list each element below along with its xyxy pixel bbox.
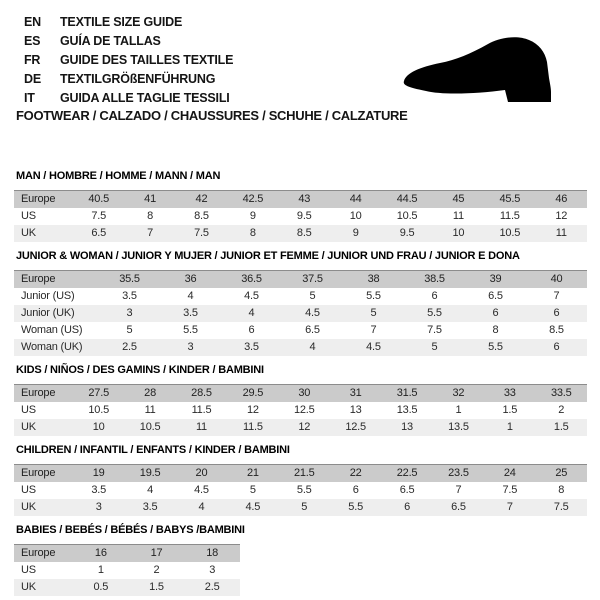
row-label: Europe xyxy=(21,273,56,285)
size-cell: 2.5 xyxy=(122,341,137,353)
size-cell: 10.5 xyxy=(499,227,521,239)
language-row xyxy=(24,13,233,32)
junior-woman-size-table xyxy=(14,270,587,356)
size-cell: 5 xyxy=(126,324,133,336)
table-row xyxy=(14,402,587,419)
row-label: Woman (US) xyxy=(21,324,83,336)
size-cell: 3 xyxy=(187,341,194,353)
size-cell: 4 xyxy=(147,484,154,496)
size-cell: 12 xyxy=(298,421,311,433)
size-cell: 1.5 xyxy=(553,421,569,433)
size-cell: 7.5 xyxy=(427,324,442,336)
size-cell: 13 xyxy=(401,421,413,433)
table-row xyxy=(14,271,587,289)
size-cell: 5 xyxy=(370,307,377,319)
size-cell: 3 xyxy=(126,307,133,319)
size-cell: 19 xyxy=(92,467,105,479)
size-cell: 9.5 xyxy=(399,227,415,239)
size-cell: 35.5 xyxy=(119,273,140,285)
size-cell: 7 xyxy=(147,227,154,239)
size-cell: 5 xyxy=(309,290,316,302)
size-cell: 5.5 xyxy=(348,501,363,513)
row-label: US xyxy=(21,404,36,416)
size-cell: 7 xyxy=(553,290,560,302)
size-cell: 6.5 xyxy=(399,484,415,496)
size-cell: 42.5 xyxy=(242,193,264,205)
size-cell: 10 xyxy=(92,421,105,433)
size-cell: 9 xyxy=(352,227,359,239)
size-cell: 36 xyxy=(184,273,197,285)
size-cell: 27.5 xyxy=(88,387,109,399)
size-cell: 11 xyxy=(144,404,156,416)
language-row xyxy=(24,32,233,51)
size-cell: 8 xyxy=(558,484,565,496)
section-title-man: MAN / HOMBRE / HOMME / MANN / MAN xyxy=(16,170,221,182)
size-cell: 12 xyxy=(246,404,259,416)
size-cell: 41 xyxy=(144,193,156,205)
language-title: TEXTILGRÖßENFÜHRUNG xyxy=(60,72,216,86)
size-cell: 12 xyxy=(555,210,568,222)
size-cell: 8.5 xyxy=(296,227,312,239)
size-cell: 44.5 xyxy=(396,193,418,205)
size-cell: 19.5 xyxy=(139,467,161,479)
size-cell: 20 xyxy=(195,467,208,479)
row-label: UK xyxy=(21,227,36,239)
language-code: FR xyxy=(24,53,41,67)
size-cell: 9 xyxy=(249,210,256,222)
table-row xyxy=(14,322,587,339)
size-cell: 21 xyxy=(246,467,259,479)
section-title-kids: KIDS / NIÑOS / DES GAMINS / KINDER / BAMBINI xyxy=(16,364,264,376)
category-line: FOOTWEAR / CALZADO / CHAUSSURES / SCHUHE / CALZATURE xyxy=(16,108,408,123)
size-cell: 4.5 xyxy=(244,290,259,302)
row-label: UK xyxy=(21,421,36,433)
size-cell: 3.5 xyxy=(183,307,198,319)
language-title: GUIDA ALLE TAGLIE TESSILI xyxy=(60,91,230,105)
size-cell: 44 xyxy=(349,193,362,205)
size-cell: 2 xyxy=(558,404,565,416)
size-cell: 6 xyxy=(553,307,560,319)
table-row xyxy=(14,191,587,209)
table-row xyxy=(14,305,587,322)
size-cell: 21.5 xyxy=(293,467,315,479)
size-cell: 40.5 xyxy=(88,193,109,205)
size-cell: 40 xyxy=(550,273,563,285)
size-cell: 4.5 xyxy=(305,307,320,319)
row-label: Woman (UK) xyxy=(21,341,83,353)
size-cell: 7.5 xyxy=(194,227,209,239)
size-cell: 3.5 xyxy=(244,341,259,353)
size-cell: 32 xyxy=(452,387,465,399)
size-cell: 5 xyxy=(249,484,256,496)
language-code: IT xyxy=(24,91,35,105)
size-cell: 4 xyxy=(309,341,316,353)
section-babies xyxy=(14,524,587,596)
size-cell: 10.5 xyxy=(88,404,109,416)
size-cell: 4.5 xyxy=(366,341,381,353)
row-label: Europe xyxy=(21,387,56,399)
size-cell: 9.5 xyxy=(296,210,312,222)
language-row xyxy=(24,70,233,89)
table-row xyxy=(14,385,587,403)
row-label: Europe xyxy=(21,467,56,479)
size-cell: 8 xyxy=(249,227,256,239)
language-code: EN xyxy=(24,15,41,29)
size-cell: 2.5 xyxy=(204,581,220,593)
size-cell: 30 xyxy=(298,387,311,399)
size-cell: 6 xyxy=(553,341,560,353)
size-cell: 3 xyxy=(209,564,216,576)
size-cell: 37.5 xyxy=(302,273,323,285)
table-row xyxy=(14,208,587,225)
size-cell: 11.5 xyxy=(499,210,520,222)
size-cell: 5 xyxy=(431,341,438,353)
language-code: ES xyxy=(24,34,41,48)
size-cell: 10 xyxy=(349,210,362,222)
size-cell: 6.5 xyxy=(488,290,503,302)
table-row xyxy=(14,562,240,579)
section-junior-woman xyxy=(14,250,587,356)
row-label: Junior (US) xyxy=(21,290,75,302)
size-cell: 3.5 xyxy=(142,501,158,513)
size-cell: 23.5 xyxy=(448,467,469,479)
row-label: UK xyxy=(21,501,36,513)
size-cell: 8.5 xyxy=(194,210,209,222)
size-cell: 11 xyxy=(555,227,567,239)
table-row xyxy=(14,225,587,242)
size-cell: 3.5 xyxy=(122,290,137,302)
section-title-junior-woman: JUNIOR & WOMAN / JUNIOR Y MUJER / JUNIOR ET FEMME / JUNIOR UND FRAU / JUNIOR E DONA xyxy=(16,250,520,262)
section-title-babies: BABIES / BEBÉS / BÉBÉS / BABYS /BAMBINI xyxy=(16,524,245,536)
size-cell: 38.5 xyxy=(424,273,445,285)
language-title: GUIDE DES TAILLES TEXTILE xyxy=(60,53,234,67)
size-cell: 45 xyxy=(452,193,465,205)
table-row xyxy=(14,288,587,305)
size-cell: 33 xyxy=(503,387,516,399)
row-label: US xyxy=(21,564,36,576)
size-cell: 8 xyxy=(492,324,499,336)
size-cell: 5.5 xyxy=(488,341,503,353)
children-size-table xyxy=(14,464,587,516)
size-cell: 1 xyxy=(506,421,513,433)
size-cell: 17 xyxy=(150,547,163,559)
size-cell: 5 xyxy=(301,501,308,513)
size-cell: 43 xyxy=(298,193,311,205)
size-cell: 16 xyxy=(94,547,107,559)
size-cell: 7.5 xyxy=(502,484,518,496)
size-cell: 1 xyxy=(97,564,104,576)
table-row xyxy=(14,419,587,436)
table-row xyxy=(14,579,240,596)
size-cell: 11 xyxy=(195,421,207,433)
size-cell: 6 xyxy=(431,290,438,302)
size-cell: 6 xyxy=(352,484,359,496)
size-cell: 11.5 xyxy=(242,421,263,433)
row-label: Europe xyxy=(21,193,56,205)
size-cell: 5.5 xyxy=(183,324,198,336)
section-man xyxy=(14,170,587,242)
size-cell: 24 xyxy=(503,467,516,479)
size-cell: 1.5 xyxy=(502,404,518,416)
size-cell: 33.5 xyxy=(550,387,572,399)
size-cell: 10 xyxy=(452,227,465,239)
size-cell: 36.5 xyxy=(241,273,262,285)
size-cell: 8.5 xyxy=(549,324,564,336)
size-cell: 8 xyxy=(147,210,154,222)
section-kids xyxy=(14,364,587,436)
size-cell: 5.5 xyxy=(296,484,312,496)
language-row xyxy=(24,89,233,108)
size-cell: 39 xyxy=(489,273,502,285)
size-cell: 13.5 xyxy=(448,421,469,433)
size-cell: 11 xyxy=(452,210,464,222)
size-cell: 29.5 xyxy=(242,387,264,399)
size-cell: 46 xyxy=(555,193,568,205)
size-cell: 7 xyxy=(455,484,462,496)
size-cell: 3 xyxy=(95,501,102,513)
size-cell: 7 xyxy=(370,324,377,336)
size-cell: 6.5 xyxy=(451,501,466,513)
size-tables xyxy=(14,162,587,596)
size-cell: 11.5 xyxy=(191,404,212,416)
size-cell: 13 xyxy=(349,404,362,416)
table-row xyxy=(14,545,240,563)
language-title: GUÍA DE TALLAS xyxy=(60,34,161,48)
size-cell: 4 xyxy=(187,290,194,302)
section-children xyxy=(14,444,587,516)
table-row xyxy=(14,339,587,356)
size-cell: 3.5 xyxy=(91,484,107,496)
size-cell: 45.5 xyxy=(499,193,521,205)
size-cell: 6 xyxy=(404,501,410,513)
size-cell: 18 xyxy=(206,547,219,559)
size-cell: 6.5 xyxy=(305,324,320,336)
size-cell: 1 xyxy=(455,404,462,416)
size-cell: 5.5 xyxy=(366,290,381,302)
kids-size-table xyxy=(14,384,587,436)
size-cell: 10.5 xyxy=(139,421,161,433)
size-cell: 25 xyxy=(555,467,568,479)
row-label: UK xyxy=(21,581,36,593)
size-cell: 4 xyxy=(248,307,255,319)
section-title-children: CHILDREN / INFANTIL / ENFANTS / KINDER / BAMBINI xyxy=(16,444,290,456)
size-cell: 4 xyxy=(198,501,205,513)
size-cell: 5.5 xyxy=(427,307,442,319)
size-cell: 6 xyxy=(248,324,255,336)
dress-shoe-icon xyxy=(398,32,576,108)
size-cell: 7.5 xyxy=(91,210,107,222)
size-cell: 22.5 xyxy=(396,467,418,479)
size-cell: 12.5 xyxy=(293,404,315,416)
row-label: US xyxy=(21,484,36,496)
size-cell: 2 xyxy=(153,564,160,576)
row-label: US xyxy=(21,210,36,222)
language-row xyxy=(24,51,233,70)
size-cell: 7.5 xyxy=(553,501,569,513)
size-cell: 38 xyxy=(367,273,380,285)
man-size-table xyxy=(14,190,587,242)
size-cell: 4.5 xyxy=(245,501,261,513)
size-cell: 0.5 xyxy=(93,581,109,593)
table-row xyxy=(14,482,587,499)
language-code: DE xyxy=(24,72,41,86)
babies-size-table xyxy=(14,544,240,596)
size-cell: 6 xyxy=(492,307,499,319)
size-cell: 22 xyxy=(349,467,362,479)
language-title: TEXTILE SIZE GUIDE xyxy=(60,15,183,29)
size-cell: 4.5 xyxy=(194,484,209,496)
size-cell: 13.5 xyxy=(396,404,418,416)
size-cell: 42 xyxy=(195,193,208,205)
size-cell: 6.5 xyxy=(91,227,107,239)
table-row xyxy=(14,465,587,483)
language-title-list xyxy=(24,13,233,108)
size-cell: 12.5 xyxy=(345,421,366,433)
table-row xyxy=(14,499,587,516)
size-cell: 31.5 xyxy=(396,387,418,399)
size-cell: 28.5 xyxy=(191,387,212,399)
row-label: Junior (UK) xyxy=(21,307,75,319)
size-cell: 31 xyxy=(349,387,362,399)
size-cell: 7 xyxy=(506,501,513,513)
row-label: Europe xyxy=(21,547,56,559)
size-cell: 10.5 xyxy=(396,210,418,222)
size-cell: 1.5 xyxy=(149,581,164,593)
size-cell: 28 xyxy=(144,387,156,399)
